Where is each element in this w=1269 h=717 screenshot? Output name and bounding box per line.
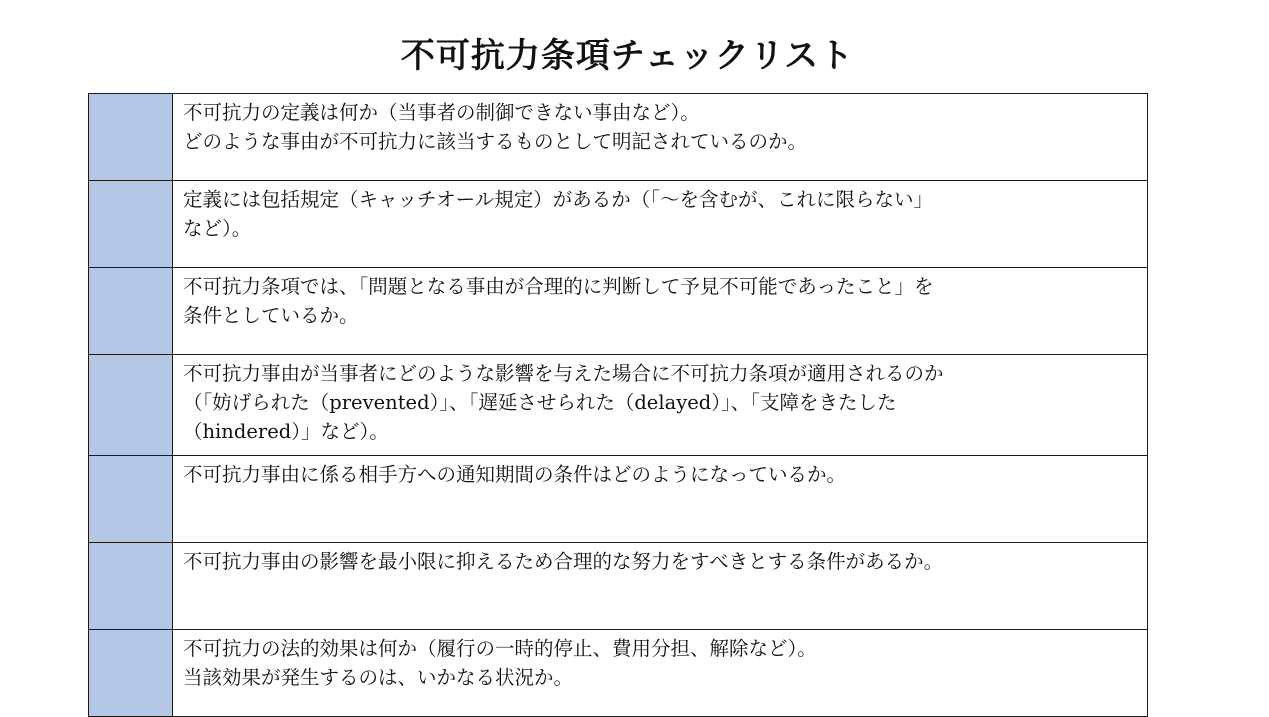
checklist-item-text	[173, 268, 1148, 355]
checklist-row	[89, 456, 1148, 543]
text-line: 不可抗力事由が当事者にどのような影響を与えた場合に不可抗力条項が適用されるのか	[183, 362, 944, 385]
checklist-row	[89, 268, 1148, 355]
checklist-row	[89, 630, 1148, 717]
checklist-table	[88, 93, 1148, 717]
text-line: 不可抗力の法的効果は何か（履行の一時的停止、費用分担、解除など）。	[183, 637, 817, 660]
text-line: 当該効果が発生するのは、いかなる状況か。	[183, 666, 574, 689]
text-line: 不可抗力事由の影響を最小限に抑えるため合理的な努力をすべきとする条件があるか。	[183, 550, 944, 573]
checklist-row	[89, 94, 1148, 181]
checkbox-cell[interactable]	[89, 94, 173, 181]
text-line: 不可抗力事由に係る相手方への通知期間の条件はどのようになっているか。	[183, 463, 847, 486]
text-line: どのような事由が不可抗力に該当するものとして明記されているのか。	[183, 130, 808, 153]
checkbox-cell[interactable]	[89, 355, 173, 456]
checkbox-cell[interactable]	[89, 456, 173, 543]
text-line: 不可抗力条項では、「問題となる事由が合理的に判断して予見不可能であったこと」を	[183, 275, 934, 298]
checklist-row	[89, 355, 1148, 456]
checkbox-cell[interactable]	[89, 543, 173, 630]
checklist-item-text	[173, 456, 1148, 543]
checkbox-cell[interactable]	[89, 181, 173, 268]
text-line: など）。	[183, 217, 252, 240]
page-title: 不可抗力条項チェックリスト	[400, 36, 855, 76]
checklist-item-text	[173, 630, 1148, 717]
checkbox-cell[interactable]	[89, 630, 173, 717]
checklist-item-text	[173, 94, 1148, 181]
checkbox-cell[interactable]	[89, 268, 173, 355]
text-line: （「妨げられた（prevented）」、「遅延させられた（delayed）」、「支障をきたした	[183, 391, 897, 414]
checklist-row	[89, 181, 1148, 268]
text-line: 条件としているか。	[183, 304, 359, 327]
checklist-item-text	[173, 543, 1148, 630]
text-line: 不可抗力の定義は何か（当事者の制御できない事由など）。	[183, 101, 700, 124]
checklist-item-text	[173, 181, 1148, 268]
text-line: （hindered）」など）。	[183, 420, 389, 443]
text-line: 定義には包括規定（キャッチオール規定）があるか（「～を含むが、これに限らない」	[183, 188, 933, 211]
checklist-item-text	[173, 355, 1148, 456]
checklist-row	[89, 543, 1148, 630]
